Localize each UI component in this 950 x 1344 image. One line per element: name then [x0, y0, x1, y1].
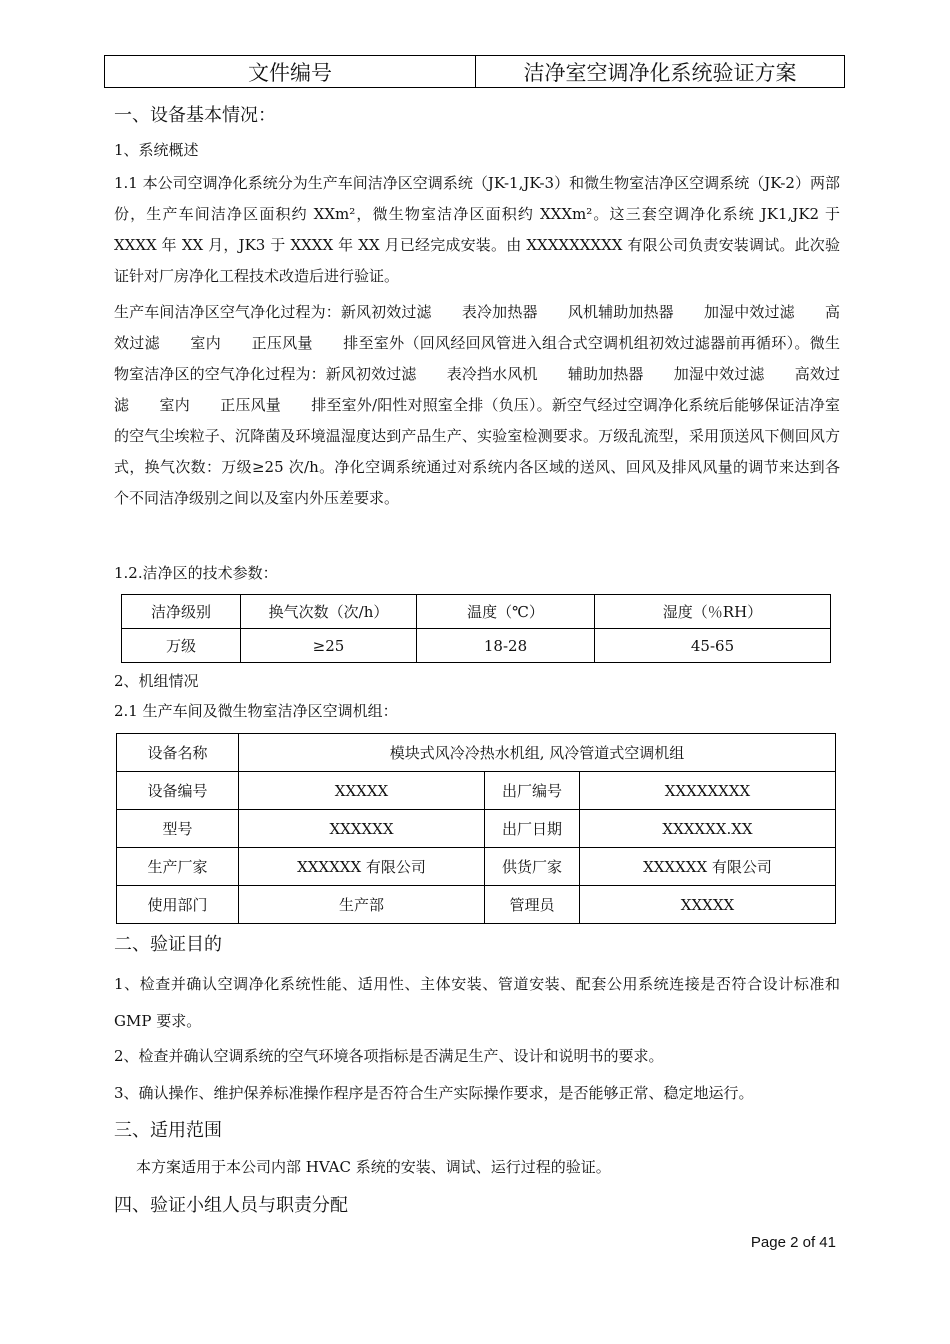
overview-paragraph: 1.1 本公司空调净化系统分为生产车间洁净区空调系统（JK-1,JK-3）和微生物室洁净区空调系统（JK-2）两部份，生产车间洁净区面积约 XXm²，微生物室洁净区面积约 XXXm²。这三套空调净化系统 JK1,JK2 于 XXXX 年 XX 月，JK3 于 XXXX 年 XX 月已经完成安装。由 XXXXXXXXX 有限公司负责安装调试。此次验证针对厂房净化工程技术改造后进行验证。	[114, 174, 840, 285]
purpose-item: 3、确认操作、维护保养标准操作程序是否符合生产实际操作要求，是否能够正常、稳定地运行。	[114, 1084, 754, 1102]
unit-label-cell: 设备名称	[117, 734, 239, 772]
unit-label-cell: 管理员	[485, 886, 580, 924]
params-cell: 18-28	[417, 629, 595, 663]
unit-value-cell: XXXXX	[580, 886, 836, 924]
table-row	[117, 810, 836, 848]
unit-value-cell: 生产部	[239, 886, 485, 924]
doc-title: 洁净室空调净化系统验证方案	[523, 60, 797, 85]
unit-label-cell: 出厂编号	[485, 772, 580, 810]
purpose-item: 2、检查并确认空调系统的空气环境各项指标是否满足生产、设计和说明书的要求。	[114, 1047, 664, 1065]
header-table	[104, 55, 845, 88]
subsection-overview: 1、系统概述	[114, 141, 199, 159]
unit-value-cell: XXXXXX	[239, 810, 485, 848]
unit-table-title: 2.1 生产车间及微生物室洁净区空调机组：	[114, 702, 398, 720]
section-2-title: 二、验证目的	[114, 934, 222, 955]
table-row	[117, 886, 836, 924]
unit-label-cell: 型号	[117, 810, 239, 848]
params-table	[121, 594, 831, 663]
unit-table	[116, 733, 836, 924]
subsection-units: 2、机组情况	[114, 672, 199, 690]
params-cell: 45-65	[595, 629, 831, 663]
params-header-cell: 洁净级别	[122, 595, 241, 629]
params-header-cell: 温度（℃）	[417, 595, 595, 629]
section-4-title: 四、验证小组人员与职责分配	[114, 1195, 348, 1216]
section-3-title: 三、适用范围	[114, 1120, 222, 1141]
params-title: 1.2.洁净区的技术参数：	[114, 564, 278, 582]
unit-label-cell: 生产厂家	[117, 848, 239, 886]
doc-number-label: 文件编号	[105, 56, 476, 87]
table-row	[117, 848, 836, 886]
params-header-row	[122, 595, 831, 629]
purification-process-paragraph: 生产车间洁净区空气净化过程为：新风初效过滤 表冷加热器 风机辅助加热器 加湿中效过滤 高效过滤 室内 正压风量 排至室外（回风经回风管进入组合式空调机组初效过滤器前再循环）。微生物室洁净区的空气净化过程为：新风初效过滤 表冷挡水风机 辅助加热器 加湿中效过滤 高效过滤 室内 正压风量 排至室外/阳性对照室全排（负压）。新空气经过空调净化系统后能够保证洁净室的空气尘埃粒子、沉降菌及环境温湿度达到产品生产、实验室检测要求。万级乱流型，采用顶送风下侧回风方式，换气次数：万级≥25 次/h。净化空调系统通过对系统内各区域的送风、回风及排风风量的调节来达到各个不同洁净级别之间以及室内外压差要求。	[114, 303, 840, 507]
table-row	[117, 734, 836, 772]
unit-value-cell: XXXXXXXX	[580, 772, 836, 810]
params-row	[122, 629, 831, 663]
unit-label-cell: 供货厂家	[485, 848, 580, 886]
params-header-cell: 换气次数（次/h）	[241, 595, 417, 629]
purpose-item: 1、检查并确认空调净化系统性能、适用性、主体安装、管道安装、配套公用系统连接是否符合设计标准和 GMP 要求。	[114, 975, 840, 1030]
scope-text: 本方案适用于本公司内部 HVAC 系统的安装、调试、运行过程的验证。	[136, 1158, 611, 1176]
unit-value-cell: XXXXXX 有限公司	[239, 848, 485, 886]
params-cell: ≥25	[241, 629, 417, 663]
params-header-cell: 湿度（％RH）	[595, 595, 831, 629]
unit-value-cell: XXXXX	[239, 772, 485, 810]
table-row	[117, 772, 836, 810]
unit-label-cell: 出厂日期	[485, 810, 580, 848]
page-number: Page 2 of 41	[750, 1234, 836, 1251]
unit-value-cell: XXXXXX.XX	[580, 810, 836, 848]
unit-label-cell: 使用部门	[117, 886, 239, 924]
unit-value-cell: XXXXXX 有限公司	[580, 848, 836, 886]
params-cell: 万级	[122, 629, 241, 663]
section-1-title: 一、设备基本情况：	[114, 105, 276, 126]
unit-value-cell: 模块式风冷冷热水机组, 风冷管道式空调机组	[239, 734, 836, 772]
unit-label-cell: 设备编号	[117, 772, 239, 810]
